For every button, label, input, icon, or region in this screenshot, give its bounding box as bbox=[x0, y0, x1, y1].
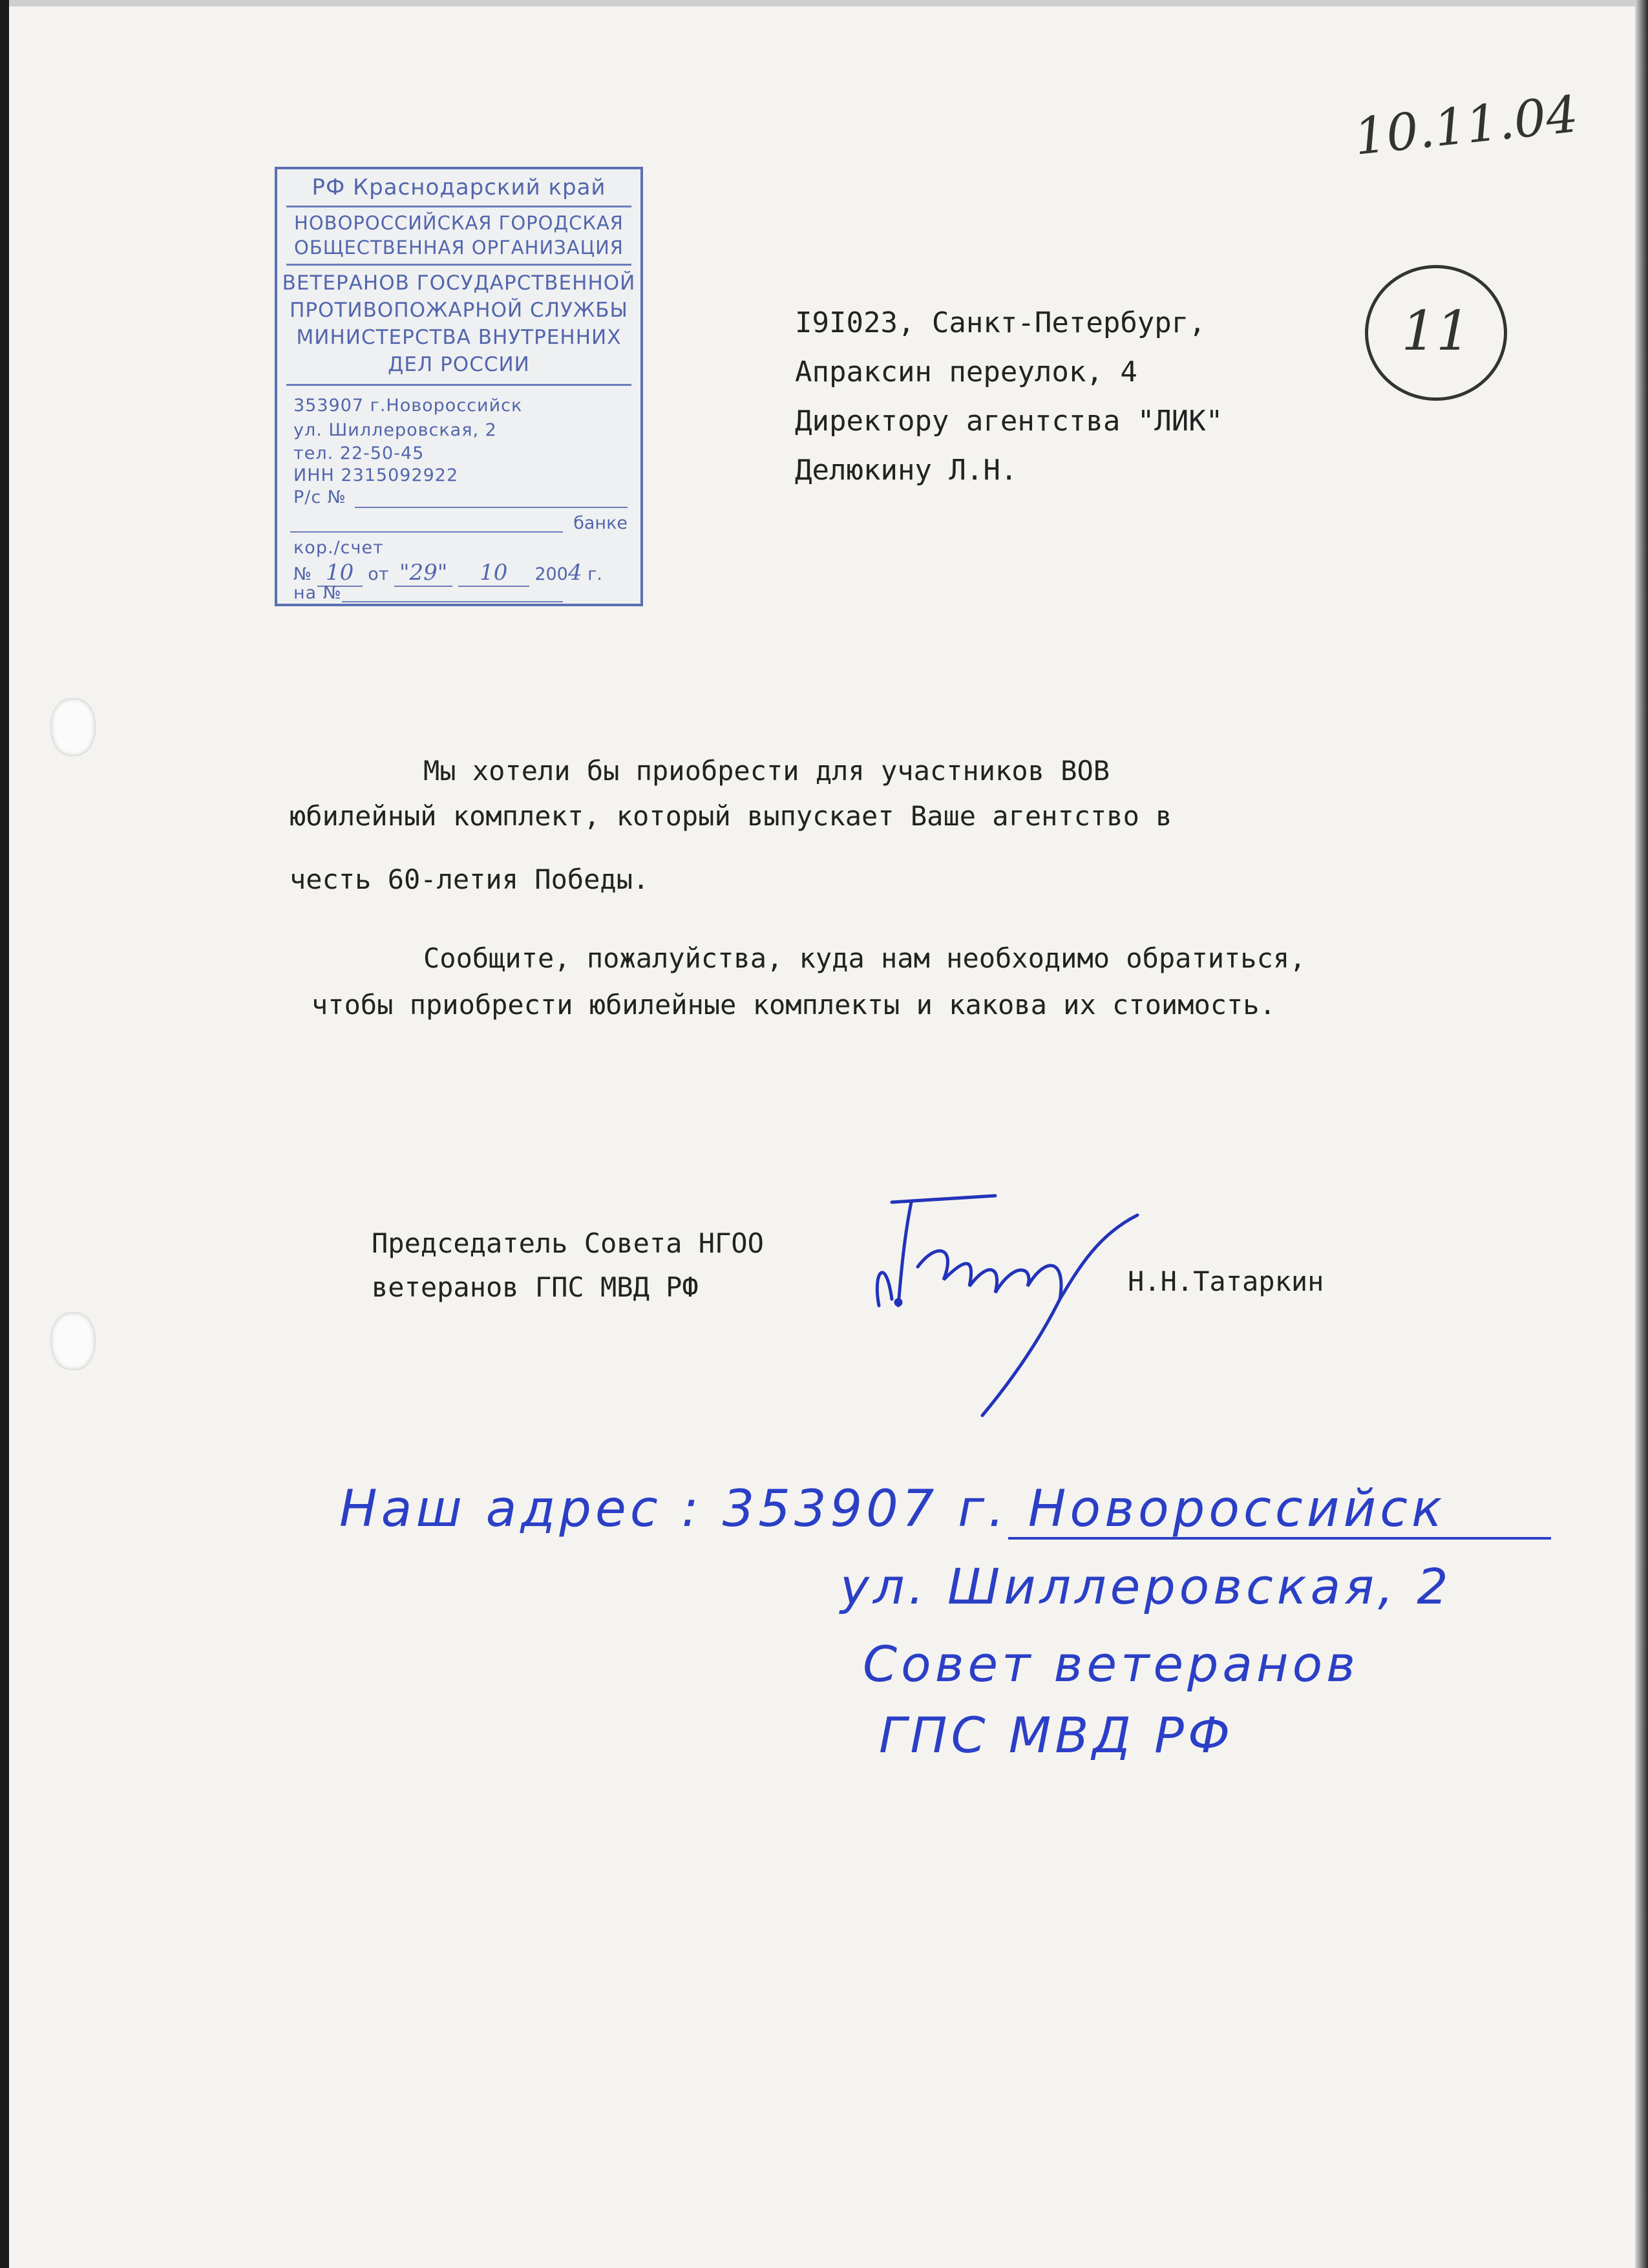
stamp-date-month: 10 bbox=[458, 560, 529, 587]
stamp-na: на № bbox=[293, 583, 342, 603]
stamp-blank-line bbox=[290, 531, 563, 533]
stamp-num-label: № bbox=[293, 564, 312, 584]
punch-hole-bottom bbox=[50, 1312, 96, 1370]
stamp-org-line: ДЕЛ РОССИИ bbox=[388, 353, 530, 376]
stamp-region: РФ Краснодарский край bbox=[312, 175, 606, 200]
stamp-year-suffix: 4 bbox=[567, 560, 582, 586]
stamp-num-value: 10 bbox=[317, 560, 363, 587]
body-text-line: честь 60-летия Победы. bbox=[290, 864, 650, 895]
organization-stamp bbox=[275, 167, 643, 606]
handwritten-note-line: Наш адрес : 353907 г. Новороссийск bbox=[339, 1480, 1446, 1538]
signatory-title-line: ветеранов ГПС МВД РФ bbox=[372, 1271, 699, 1303]
stamp-date-day: "29" bbox=[394, 560, 452, 587]
signatory-title-line: Председатель Совета НГОО bbox=[372, 1227, 764, 1259]
handwritten-date: 10.11.04 bbox=[1351, 85, 1581, 167]
signatory-name: Н.Н.Татаркин bbox=[1128, 1266, 1324, 1297]
stamp-org-line: ВЕТЕРАНОВ ГОСУДАРСТВЕННОЙ bbox=[282, 271, 636, 295]
stamp-rs: Р/с № bbox=[293, 487, 346, 507]
address-line: Апраксин переулок, 4 bbox=[795, 355, 1137, 388]
stamp-blank-line bbox=[342, 601, 563, 602]
stamp-kor: кор./счет bbox=[293, 538, 384, 558]
scan-edge-left bbox=[0, 0, 9, 2268]
stamp-inn: ИНН 2315092922 bbox=[293, 465, 459, 485]
body-text-line: юбилейный комплект, который выпускает Ваше агентство в bbox=[290, 800, 1172, 832]
stamp-g: г. bbox=[587, 564, 602, 584]
signatory-title bbox=[372, 1222, 764, 1309]
stamp-bank: банке bbox=[573, 513, 628, 533]
stamp-org-line: ОБЩЕСТВЕННАЯ ОРГАНИЗАЦИЯ bbox=[294, 237, 624, 259]
handwritten-note-line: Совет ветеранов bbox=[863, 1635, 1359, 1693]
page-number: 11 bbox=[1401, 299, 1471, 363]
stamp-phone: тел. 22-50-45 bbox=[293, 443, 425, 463]
stamp-divider bbox=[286, 264, 631, 266]
handwritten-underline bbox=[1008, 1537, 1551, 1540]
addressee-block bbox=[795, 299, 1223, 495]
address-line: I9I023, Санкт-Петербург, bbox=[795, 306, 1206, 339]
punch-hole-top bbox=[50, 698, 96, 756]
body-text-line: Мы хотели бы приобрести для участников ВОВ bbox=[423, 755, 1110, 787]
stamp-divider bbox=[286, 384, 631, 386]
stamp-org-line: МИНИСТЕРСТВА ВНУТРЕННИХ bbox=[296, 326, 622, 349]
handwritten-note-line: ул. Шиллеровская, 2 bbox=[840, 1558, 1452, 1615]
stamp-address: 353907 г.Новороссийск bbox=[293, 396, 523, 416]
body-text-line: чтобы приобрести юбилейные комплекты и какова их стоимость. bbox=[312, 989, 1276, 1021]
handwritten-note-line: ГПС МВД РФ bbox=[879, 1706, 1234, 1764]
address-line: Делюкину Л.Н. bbox=[795, 454, 1018, 487]
stamp-from-label: от bbox=[368, 564, 389, 584]
address-line: Директору агентства "ЛИК" bbox=[795, 405, 1223, 438]
page-number-circle bbox=[1365, 265, 1507, 401]
scan-edge-top bbox=[0, 0, 1648, 6]
scan-edge-right bbox=[1635, 0, 1648, 2268]
handwritten-signature bbox=[866, 1176, 1189, 1422]
stamp-blank-line bbox=[355, 507, 628, 508]
body-text-line: Сообщите, пожалуйства, куда нам необходимо обратиться, bbox=[423, 942, 1306, 974]
stamp-divider bbox=[286, 206, 631, 207]
stamp-year-prefix: 200 bbox=[534, 564, 568, 584]
stamp-street: ул. Шиллеровская, 2 bbox=[293, 420, 497, 440]
stamp-org-line: ПРОТИВОПОЖАРНОЙ СЛУЖБЫ bbox=[290, 299, 628, 322]
stamp-org-line: НОВОРОССИЙСКАЯ ГОРОДСКАЯ bbox=[294, 212, 624, 234]
